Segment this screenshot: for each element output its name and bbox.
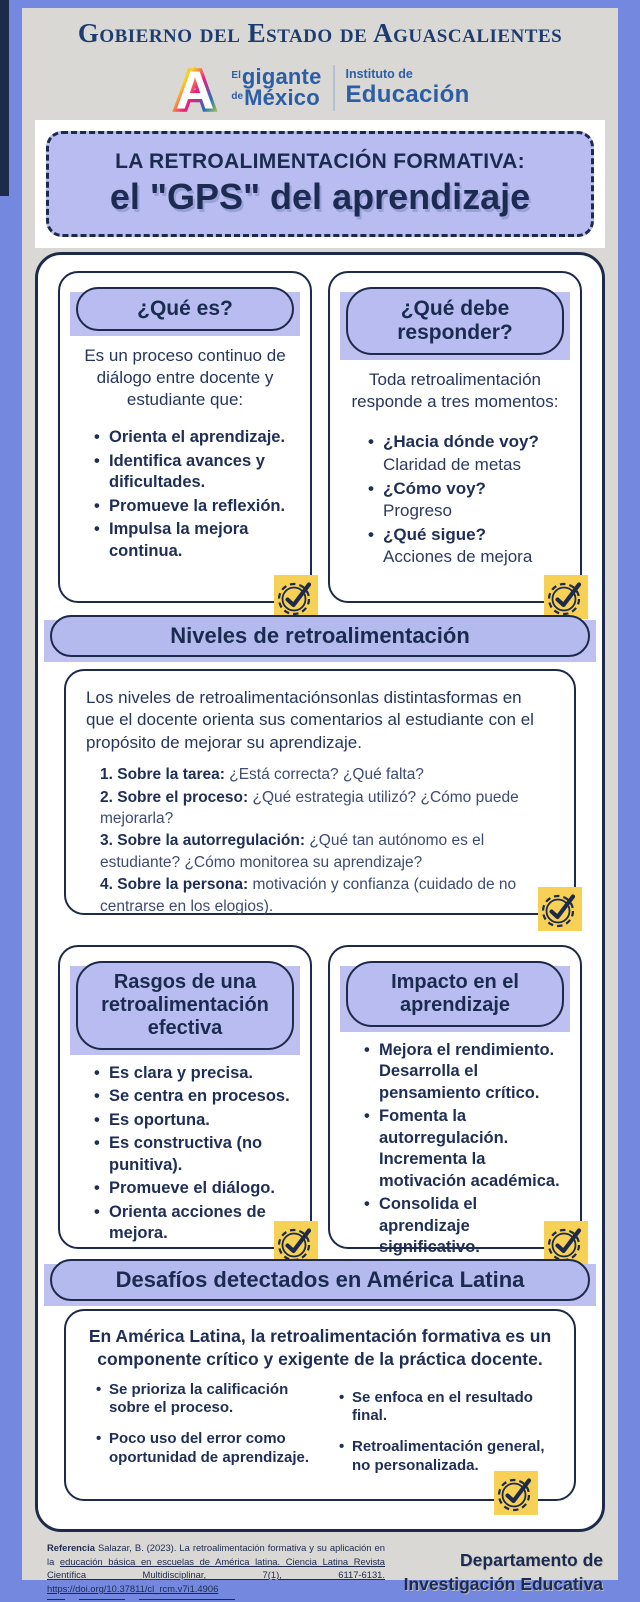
question-label: • ¿Hacia dónde voy?: [383, 432, 539, 452]
list-item: • Orienta el aprendizaje.: [94, 427, 300, 448]
reference-underline-marks: [47, 1599, 385, 1602]
row-definitions: [58, 271, 582, 603]
item-label: 3. Sobre la autorregulación:: [100, 832, 305, 850]
list-item: • Mejora el rendimiento. Desarrolla el pensamiento crítico.: [364, 1040, 570, 1104]
list-item: • Promueve el diálogo.: [94, 1178, 300, 1199]
footer: [35, 1541, 605, 1602]
desafios-columns: [84, 1381, 556, 1488]
desafios-left-list: [84, 1381, 313, 1488]
que-es-heading-wrap: [76, 287, 294, 331]
item-label: 4. Sobre la persona:: [100, 876, 249, 894]
que-es-list: [70, 427, 300, 562]
list-item: • Se enfoca en el resultado final.: [339, 1389, 556, 1427]
poster-page: [22, 8, 618, 1594]
list-item: • Orienta acciones de mejora.: [94, 1202, 300, 1245]
rasgos-heading-wrap: [76, 961, 294, 1050]
brand-el: El: [231, 70, 241, 82]
check-stamp-icon: [494, 1471, 538, 1515]
que-debe-list: [340, 431, 570, 568]
rasgos-list: [70, 1063, 300, 1245]
answer-label: Claridad de metas: [383, 454, 521, 474]
section-niveles: [64, 669, 576, 915]
item-text: motivación y confianza (cuidado de no centrarse en los elogios).: [100, 876, 517, 915]
main-card: [35, 252, 605, 1532]
institute-logo-text: [346, 67, 470, 109]
section-que-debe: [328, 271, 582, 603]
header-logos: [22, 56, 618, 120]
brand-de: de: [231, 91, 244, 102]
check-stamp-icon: [274, 575, 318, 619]
list-item: • Se prioriza la calificación sobre el proceso.: [96, 1381, 313, 1419]
list-item: [100, 764, 554, 785]
list-item: • Es constructiva (no punitiva).: [94, 1133, 300, 1176]
niveles-banner: Niveles de retroalimentación: [50, 615, 590, 657]
poster-title-line2: el "GPS" del aprendizaje: [109, 176, 531, 217]
government-title: Gobierno del Estado de Aguascalientes: [77, 18, 563, 48]
item-text: ¿Qué tan autónomo es el estudiante? ¿Cómo monitorea su aprendizaje?: [100, 832, 485, 871]
list-item: • Poco uso del error como oportunidad de aprendizaje.: [96, 1430, 313, 1468]
answer-label: Acciones de mejora: [383, 546, 533, 566]
item-label: 2. Sobre el proceso:: [100, 788, 249, 806]
poster-title-box: [46, 131, 594, 237]
gigante-a-icon: [170, 58, 220, 118]
que-debe-heading-wrap: [346, 287, 564, 355]
list-item: • Retroalimentación general, no personalizada.: [339, 1438, 556, 1476]
list-item: [100, 787, 554, 830]
list-item: • Promueve la reflexión.: [94, 496, 300, 517]
list-item: • Es oportuna.: [94, 1110, 300, 1131]
niveles-list: [100, 764, 554, 917]
desafios-banner-wrap: [50, 1259, 590, 1301]
list-item: • Consolida el aprendizaje significativo.: [364, 1194, 570, 1258]
que-debe-intro: Toda retroalimentación responde a tres momentos:: [351, 370, 559, 412]
row-traits-impact: [58, 945, 582, 1256]
list-item: • Identifica avances y dificultades.: [94, 451, 300, 494]
que-es-heading: ¿Qué es?: [76, 287, 294, 331]
impacto-heading: Impacto en el aprendizaje: [346, 961, 564, 1027]
check-stamp-icon: [544, 575, 588, 619]
left-edge-accent: [0, 0, 9, 196]
reference-label: Referencia: [47, 1542, 95, 1553]
niveles-intro: Los niveles de retroalimentaciónsonlas distintasformas en que el docente orienta sus comentarios al estudiante con el propósito de mejorar su aprendizaje.: [86, 688, 534, 752]
institute-line1: Instituto de: [345, 67, 413, 81]
list-item: • Fomenta la autorregulación. Incrementa la motivación académica.: [364, 1106, 570, 1192]
reference-body: Salazar, B. (2023). La retroalimentación formativa y su aplicación en la: [47, 1542, 385, 1567]
svg-text:A: A: [176, 60, 215, 118]
section-que-es: [58, 271, 312, 603]
list-item: • Impulsa la mejora continua.: [94, 519, 300, 562]
rasgos-heading: Rasgos de una retroalimentación efectiva: [76, 961, 294, 1050]
reference-link[interactable]: educación básica en escuelas de América latina. Ciencia Latina Revista Científica Multidisciplinar, 7(1), 6117-6131. https://doi.org/10.37811/cl_rcm.v7i1.4906: [47, 1555, 385, 1594]
que-es-intro: Es un proceso continuo de diálogo entre docente y estudiante que:: [84, 346, 286, 410]
item-text: ¿Qué estrategia utilizó? ¿Cómo puede mejorarla?: [100, 788, 519, 828]
institute-line2: Educación: [345, 81, 470, 108]
reference-text: [47, 1541, 385, 1602]
department-label: [404, 1549, 603, 1596]
section-desafios: [64, 1309, 576, 1501]
list-item: [100, 830, 554, 873]
department-line1: Departamento de: [460, 1550, 603, 1570]
list-item: • Se centra en procesos.: [94, 1086, 300, 1107]
que-debe-heading: ¿Qué debe responder?: [346, 287, 564, 355]
brand-mexico: México: [244, 85, 320, 110]
poster-title-line1: LA RETROALIMENTACIÓN FORMATIVA:: [115, 150, 525, 173]
question-label: • ¿Cómo voy?: [383, 478, 486, 498]
desafios-banner: Desafíos detectados en América Latina: [50, 1259, 590, 1301]
niveles-banner-wrap: [50, 615, 590, 657]
brand-gigante: gigante: [241, 64, 322, 90]
answer-label: Progreso: [383, 500, 452, 520]
title-strip: [35, 120, 605, 248]
item-text: ¿Está correcta? ¿Qué falta?: [229, 766, 424, 784]
logo-divider: [333, 65, 335, 111]
item-label: 1. Sobre la tarea:: [100, 766, 225, 784]
list-item: [368, 431, 570, 475]
check-stamp-icon: [538, 887, 582, 931]
section-rasgos: [58, 945, 312, 1249]
gigante-logo-text: [231, 64, 322, 110]
list-item: [368, 524, 570, 568]
list-item: [100, 874, 554, 917]
question-label: • ¿Qué sigue?: [383, 524, 486, 544]
department-line2: Investigación Educativa: [403, 1573, 603, 1594]
impacto-list: [340, 1040, 570, 1258]
list-item: • Es clara y precisa.: [94, 1063, 300, 1084]
list-item: [368, 478, 570, 522]
impacto-heading-wrap: [346, 961, 564, 1027]
desafios-intro: En América Latina, la retroalimentación formativa es un componente crítico y exigente de la práctica docente.: [88, 1326, 552, 1369]
section-impacto: [328, 945, 582, 1256]
